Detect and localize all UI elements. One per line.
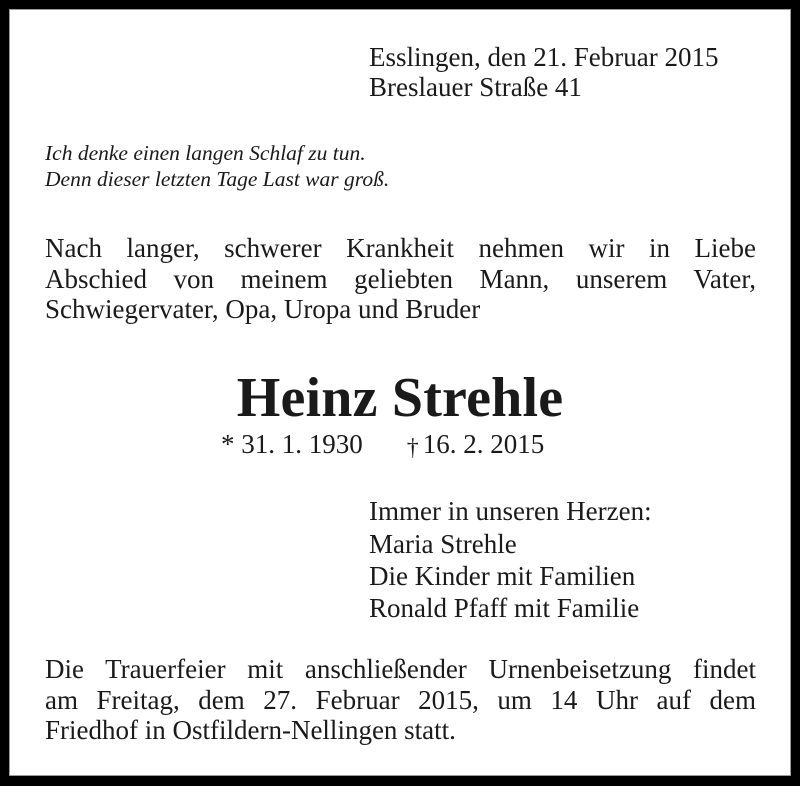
family-member: Maria Strehle [369, 529, 517, 559]
death-date: 16. 2. 2015 [422, 429, 545, 459]
life-dates [221, 429, 544, 461]
quote-block [45, 140, 389, 192]
family-member: Die Kinder mit Familien [369, 561, 636, 591]
funeral-line: Friedhof in Ostfildern-Nellingen statt. [45, 715, 456, 745]
quote-line: Ich denke einen langen Schlaf zu tun. [45, 141, 366, 165]
family-heading: Immer in unseren Herzen: [369, 496, 652, 526]
dagger-cross-icon: † [406, 435, 419, 461]
birth-date-group [221, 429, 363, 459]
place-date: Esslingen, den 21. Februar 2015 [369, 42, 719, 72]
family-block [369, 495, 652, 624]
quote-line: Denn dieser letzten Tage Last war groß. [45, 167, 390, 191]
header-block [369, 42, 718, 102]
address: Breslauer Straße 41 [369, 72, 582, 102]
death-date-group [407, 429, 545, 461]
deceased-name: Heinz Strehle [236, 367, 564, 429]
funeral-line: am Freitag, dem 27. Februar 2015, um 14 Uhr auf dem [45, 684, 756, 715]
funeral-line: Die Trauerfeier mit anschließender Urnenbeisetzung findet [45, 654, 756, 684]
intro-line: Schwiegervater, Opa, Uropa und Bruder [45, 294, 481, 324]
intro-line: Nach langer, schwerer Krankheit nehmen wir in Liebe [45, 233, 756, 263]
family-member: Ronald Pfaff mit Familie [369, 593, 640, 623]
birth-star-icon: * [221, 429, 235, 459]
notice-paper [9, 9, 791, 776]
birth-date: 31. 1. 1930 [241, 429, 363, 459]
intro-line: Abschied von meinem geliebten Mann, unserem Vater, [45, 263, 756, 294]
intro-paragraph [45, 233, 756, 325]
funeral-paragraph [45, 654, 756, 746]
